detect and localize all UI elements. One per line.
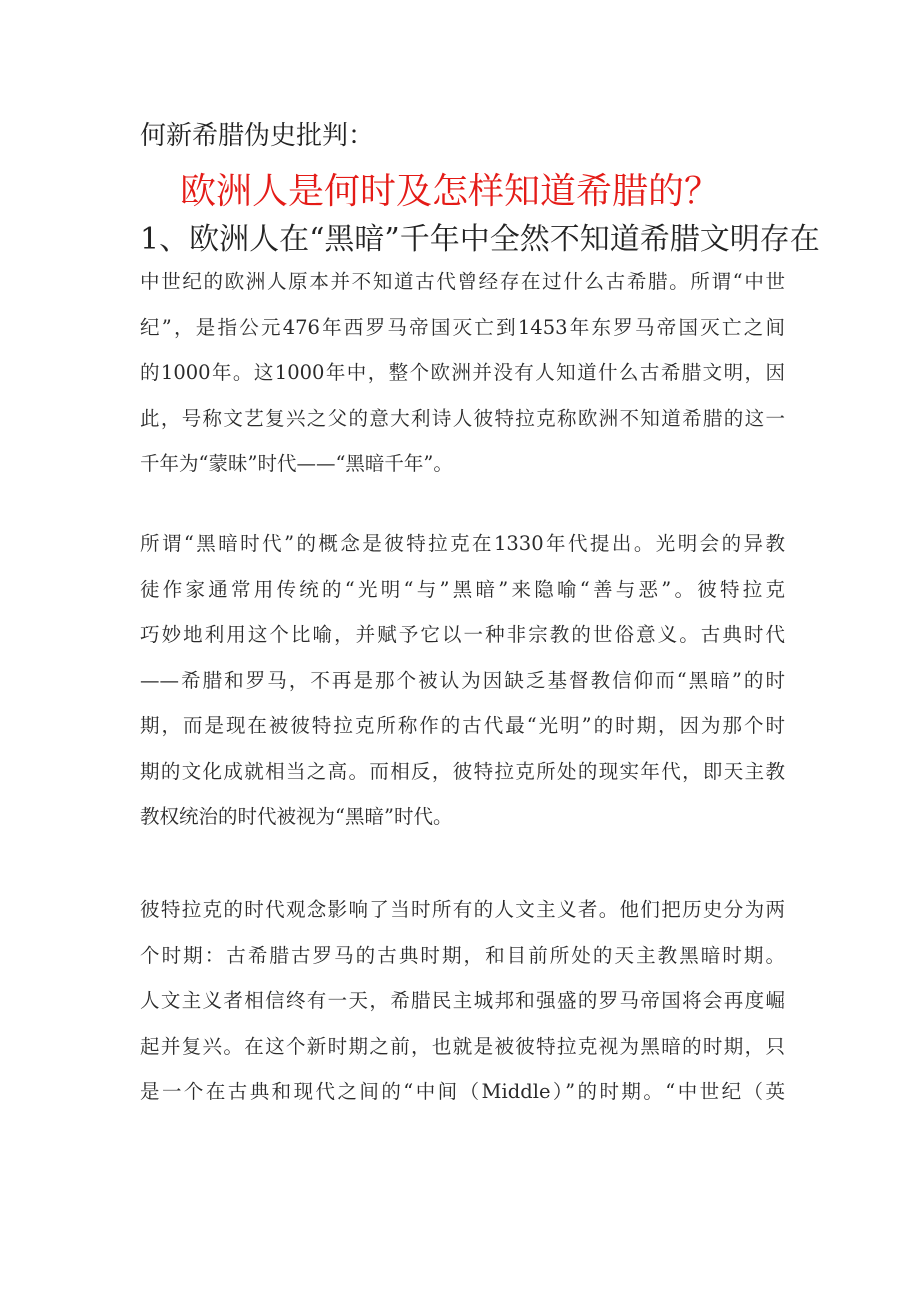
paragraph-line: 起并复兴。在这个新时期之前，也就是被彼特拉克视为黑暗的时期，只 [140,1034,785,1058]
paragraph-line: 是一个在古典和现代之间的“中间（Middle）”的时期。“中世纪（英 [140,1080,785,1103]
paragraph-dark-ages-concept [140,521,785,840]
paragraph-middle-ages-definition [140,259,785,487]
paragraph-line: 期，而是现在被彼特拉克所称作的古代最“光明”的时期，因为那个时 [140,714,785,737]
paragraph-line: 教权统治的时代被视为“黑暗”时代。 [140,805,453,828]
paragraph-humanists-periods [140,887,785,1115]
paragraph-line: 巧妙地利用这个比喻，并赋予它以一种非宗教的世俗意义。古典时代 [140,623,785,646]
paragraph-line: 徒作家通常用传统的“光明“与”黑暗”来隐喻“善与恶”。彼特拉克 [140,577,785,601]
paragraph-line: 此，号称文艺复兴之父的意大利诗人彼特拉克称欧洲不知道希腊的这一 [140,406,785,430]
paragraph-line: 千年为“蒙昧”时代——“黑暗千年”。 [140,452,453,475]
paragraph-line: 纪”，是指公元476年西罗马帝国灭亡到1453年东罗马帝国灭亡之间 [140,315,785,339]
paragraph-line: 所谓“黑暗时代”的概念是彼特拉克在1330年代提出。光明会的异教 [140,532,785,555]
paragraph-line: 彼特拉克的时代观念影响了当时所有的人文主义者。他们把历史分为两 [140,898,785,921]
main-heading: 欧洲人是何时及怎样知道希腊的？ [180,171,721,212]
section-heading: 1、欧洲人在“黑暗”千年中全然不知道希腊文明存在 [140,222,820,257]
document-title: 何新希腊伪史批判： [140,121,375,151]
paragraph-line: ——希腊和罗马，不再是那个被认为因缺乏基督教信仰而“黑暗”的时 [140,668,785,692]
paragraph-line: 的1000年。这1000年中，整个欧洲并没有人知道什么古希腊文明，因 [140,361,785,384]
paragraph-line: 人文主义者相信终有一天，希腊民主城邦和强盛的罗马帝国将会再度崛 [140,989,785,1012]
paragraph-line: 期的文化成就相当之高。而相反，彼特拉克所处的现实年代，即天主教 [140,759,785,783]
paragraph-line: 个时期：古希腊古罗马的古典时期，和目前所处的天主教黑暗时期。 [140,943,785,967]
paragraph-line: 中世纪的欧洲人原本并不知道古代曾经存在过什么古希腊。所谓“中世 [140,270,785,293]
